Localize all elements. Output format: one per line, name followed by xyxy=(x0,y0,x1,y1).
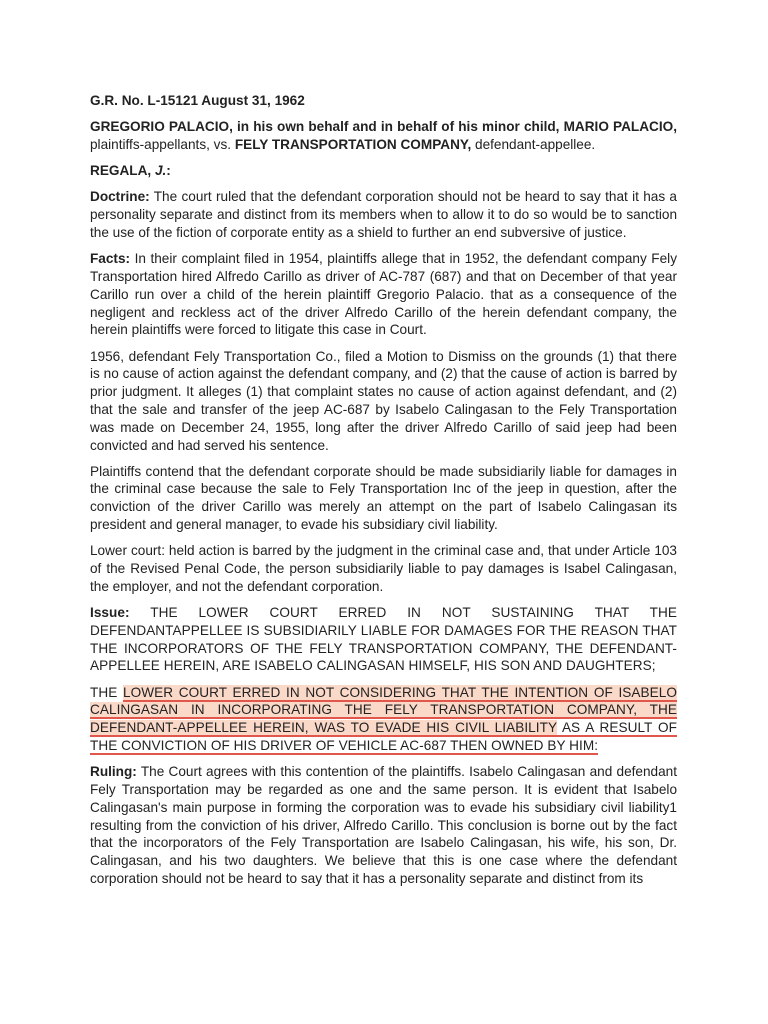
underlined-annotation[interactable]: AS A RESULT OF THE CONVICTION OF HIS DRIVER OF VEHICLE AC-687 THEN OWNED BY HIM: xyxy=(90,720,677,754)
issue-paragraph xyxy=(90,604,677,675)
contention-paragraph xyxy=(90,463,677,534)
motion-paragraph xyxy=(90,348,677,455)
ruling-label: Ruling: xyxy=(90,764,137,780)
ponente xyxy=(90,162,677,180)
ruling-paragraph xyxy=(90,763,677,888)
doctrine-label: Doctrine: xyxy=(90,189,150,205)
case-title-text: G.R. No. L-15121 August 31, 1962 xyxy=(90,93,305,108)
issue-text: THE LOWER COURT ERRED IN NOT SUSTAINING THAT THE DEFENDANTAPPELLEE IS SUBSIDIARILY LIABLE FOR DAMAGES FOR THE REASON THAT THE INCORPORATORS OF THE FELY TRANSPORTATION COMPANY, THE DEFENDANT-APPELLEE HEREIN, ARE ISABELO CALINGASAN HIMSELF, HIS SON AND DAUGHTERS; xyxy=(90,605,677,674)
lower-court-text: Lower court: held action is barred by the judgment in the criminal case and, that under Article 103 of the Revised Penal Code, the person subsidiarily liable to pay damages is Isabel Calingasan, the employer, and not the defendant corporation. xyxy=(90,543,677,594)
highlighted-annotation[interactable]: LOWER COURT ERRED IN NOT CONSIDERING THAT THE INTENTION OF ISABELO CALINGASAN IN INCORPORATING THE FELY TRANSPORTATION COMPANY, THE DEFENDANT-APPELLEE HEREIN, WAS TO EVADE HIS CIVIL LIABILITY xyxy=(90,684,677,736)
contention-text: Plaintiffs contend that the defendant corporate should be made subsidiarily liable for damages in the criminal case because the sale to Fely Transportation Inc of the jeep in question, after the conviction of the driver Carillo was merely an attempt on the part of Isabelo Calingasan its president and general manager, to evade his subsidiary civil liability. xyxy=(90,463,677,533)
doctrine-text: The court ruled that the defendant corporation should not be heard to say that it has a personality separate and distinct from its members when to allow it to do so would be to sanction the use of the fiction of corporate entity as a shield to further an end subversive of justice. xyxy=(90,189,677,240)
doctrine-paragraph xyxy=(90,188,677,241)
issue-highlight-paragraph xyxy=(90,684,677,755)
plaintiff-role: plaintiffs-appellants, vs. xyxy=(90,136,235,152)
document-page xyxy=(90,92,677,896)
ponente-name: REGALA, xyxy=(90,163,155,179)
facts-text: In their complaint filed in 1954, plaintiffs allege that in 1952, the defendant company Fely Transportation hired Alfredo Carillo as driver of AC-787 (687) and that on December of that year Carillo run over a child of the herein plaintiff Gregorio Palacio. that as a consequence of the negligent and reckless act of the driver Alfredo Carillo of the herein defendant company, the herein plaintiffs were forced to litigate this case in Court. xyxy=(90,251,677,338)
facts-label: Facts: xyxy=(90,251,131,267)
case-parties xyxy=(90,118,677,154)
ponente-colon: : xyxy=(166,163,171,179)
issue-label: Issue: xyxy=(90,605,130,621)
ponente-suffix: J. xyxy=(154,163,167,179)
defendant-name: FELY TRANSPORTATION COMPANY, xyxy=(234,136,472,152)
facts-paragraph xyxy=(90,250,677,339)
issue2-prefix: THE xyxy=(90,684,124,700)
case-title xyxy=(90,92,677,110)
ruling-text: The Court agrees with this contention of the plaintiffs. Isabelo Calingasan and defendant Fely Transportation may be regarded as one and the same person. It is evident that Isabelo Calingasan's main purpose in forming the corporation was to evade his subsidiary civil liability1 resulting from the conviction of his driver, Alfredo Carillo. This conclusion is borne out by the fact that the incorporators of the Fely Transportation are Isabelo Calingasan, his wife, his son, Dr. Calingasan, and his two daughters. We believe that this is one case where the defendant corporation should not be heard to say that it has a personality separate and distinct from its xyxy=(90,764,677,886)
plaintiff-names: GREGORIO PALACIO, in his own behalf and in behalf of his minor child, MARIO PALACIO, xyxy=(90,119,677,135)
motion-text: 1956, defendant Fely Transportation Co., filed a Motion to Dismiss on the grounds (1) that there is no cause of action against the defendant company, and (2) that the cause of action is barred by prior judgment. It alleges (1) that complaint states no cause of action against defendant, and (2) that the sale and transfer of the jeep AC-687 by Isabelo Calingasan to the Fely Transportation was made on December 24, 1955, long after the driver Alfredo Carillo of said jeep had been convicted and had served his sentence. xyxy=(90,348,677,453)
defendant-role: defendant-appellee. xyxy=(471,136,596,152)
lower-court-paragraph xyxy=(90,542,677,595)
